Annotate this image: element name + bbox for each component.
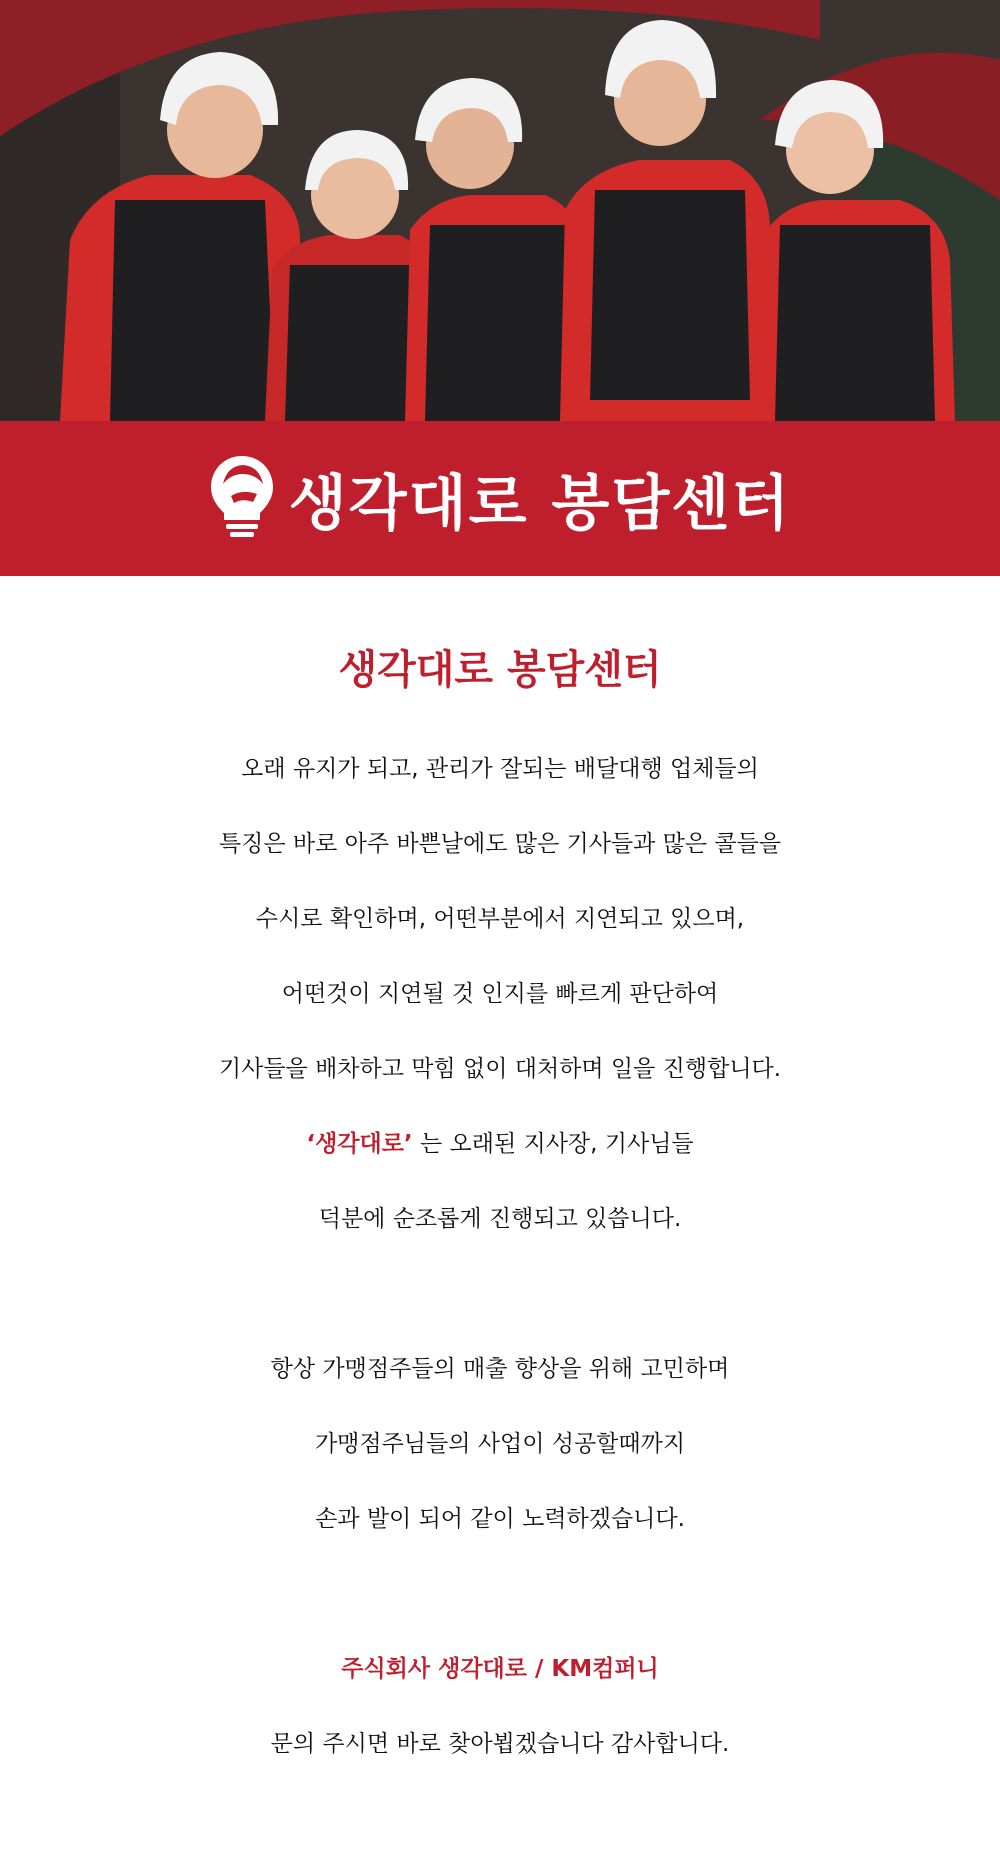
paragraph-1 bbox=[0, 732, 1000, 1257]
banner-title: 생각대로 봉담센터 bbox=[288, 468, 792, 539]
highlight-line bbox=[0, 1107, 1000, 1182]
text-line: 어떤것이 지연될 것 인지를 빠르게 판단하여 bbox=[281, 981, 719, 1007]
paragraph-2 bbox=[0, 1332, 1000, 1557]
text-line: 손과 발이 되어 같이 노력하겠습니다. bbox=[315, 1506, 685, 1532]
riders-illustration bbox=[0, 0, 1000, 421]
closing-text: 문의 주시면 바로 찾아뵙겠습니다 감사합니다. bbox=[270, 1731, 730, 1757]
company-name: 주식회사 생각대로 / KM컴퍼니 bbox=[341, 1656, 659, 1682]
highlight-rest: 는 오래된 지사장, 기사님들 bbox=[412, 1131, 694, 1157]
page-title: 생각대로 봉담센터 bbox=[338, 647, 662, 693]
brand-banner bbox=[0, 421, 1000, 576]
text-line: 덕분에 순조롭게 진행되고 있씁니다. bbox=[318, 1206, 682, 1232]
main-content bbox=[0, 576, 1000, 1782]
spacer bbox=[0, 1257, 1000, 1332]
hero-photo bbox=[0, 0, 1000, 421]
text-line: 기사들을 배차하고 막힘 없이 대처하며 일을 진행합니다. bbox=[218, 1056, 782, 1082]
text-line: 항상 가맹점주들의 매출 향상을 위해 고민하며 bbox=[270, 1356, 730, 1382]
text-line: 수시로 확인하며, 어떤부분에서 지연되고 있으며, bbox=[255, 906, 745, 932]
text-line: 특징은 바로 아주 바쁜날에도 많은 기사들과 많은 콜들을 bbox=[218, 831, 782, 857]
spacer bbox=[0, 1557, 1000, 1632]
text-line: 가맹점주님들의 사업이 성공할때까지 bbox=[314, 1431, 686, 1457]
brand-quote: ‘생각대로’ bbox=[306, 1131, 413, 1157]
text-line: 오래 유지가 되고, 관리가 잘되는 배달대행 업체들의 bbox=[241, 756, 759, 782]
lightbulb-helmet-icon bbox=[209, 454, 275, 544]
